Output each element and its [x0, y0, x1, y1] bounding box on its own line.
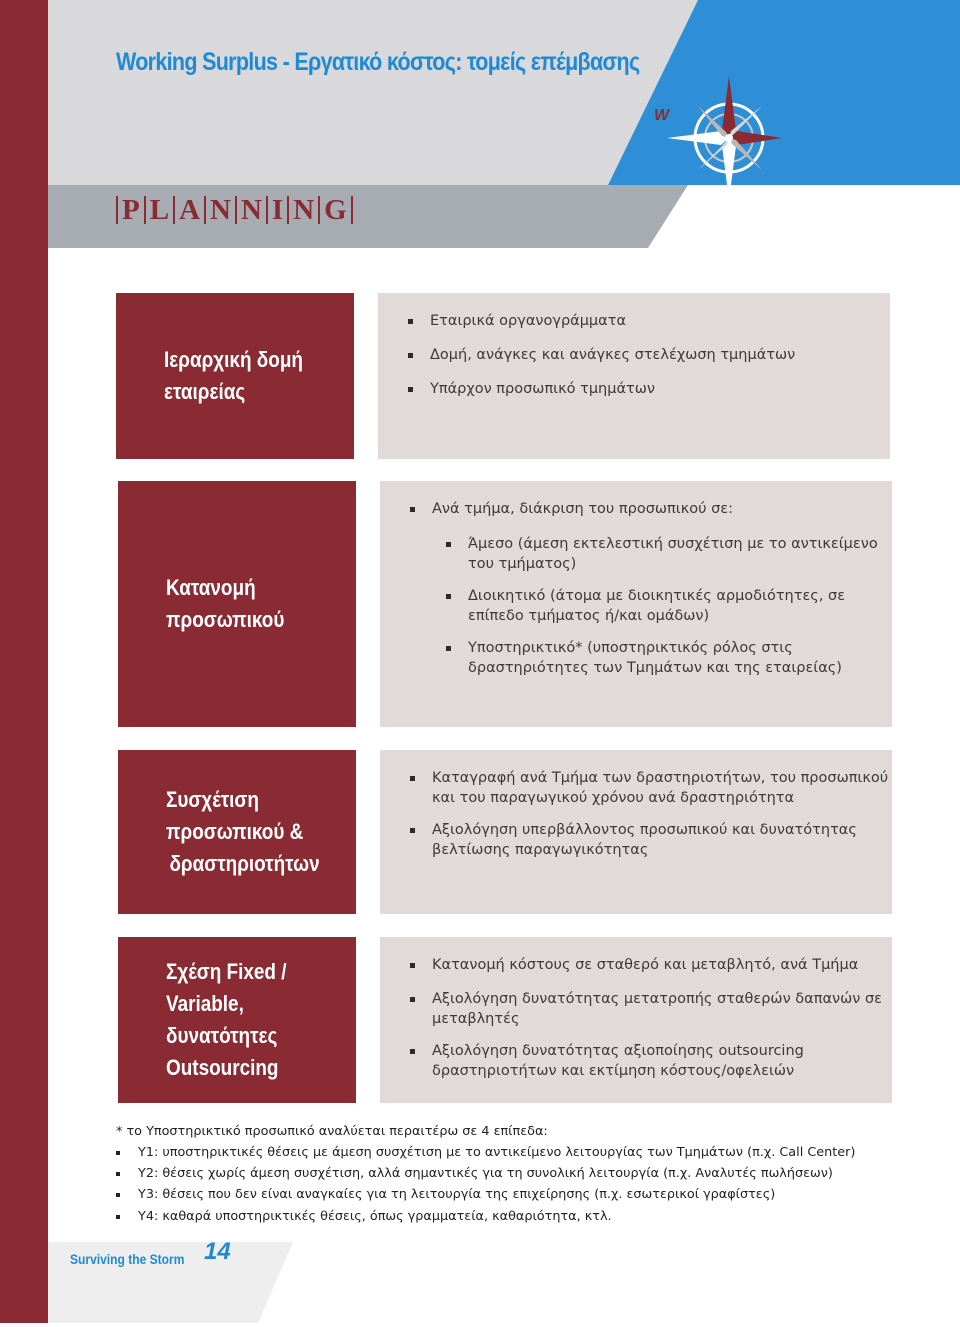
block-title-line: εταιρείας	[164, 379, 246, 404]
document-title: Working Surplus - Εργατικό κόστος: τομείς επέμβασης	[116, 48, 640, 76]
block-title-line: Ιεραρχική δομή	[164, 347, 303, 372]
bullet-item	[432, 956, 858, 976]
block-title-fixed-variable	[118, 937, 356, 1103]
bullet-item: Ανά τμήμα, διάκριση του προσωπικού σε:	[432, 500, 733, 520]
footnote-item: Υ1: υποστηρικτικές θέσεις με άμεση συσχέτιση με το αντικείμενο λειτουργίας των Τμημάτων (π.χ. Call Center)	[138, 1145, 856, 1160]
block-title-line: Variable,	[166, 991, 244, 1016]
sub-bullet-item	[468, 587, 845, 626]
sub-bullet-line: επίπεδο τμήματος ή/και ομάδων)	[468, 607, 710, 624]
planning-letter: N	[293, 194, 315, 226]
planning-letter: N	[210, 194, 231, 226]
block-title-hierarchy	[116, 293, 354, 459]
block-title-line: Σχέση Fixed /	[166, 959, 287, 984]
compass-rose-icon	[654, 70, 784, 210]
bullet-line: δραστηριοτήτων και εκτίμηση κόστους/οφελειών	[432, 1062, 795, 1079]
planning-letter: I	[271, 194, 284, 226]
bullet-item	[432, 1042, 804, 1081]
bullet-line: Καταγραφή ανά Τμήμα των δραστηριοτήτων, του προσωπικού	[432, 770, 889, 786]
bullet-line: και του παραγωγικού χρόνου ανά δραστηριότητα	[432, 789, 795, 806]
bullet-item	[432, 821, 857, 860]
block-title-line: προσωπικού	[166, 607, 285, 632]
sub-bullet-line: Άμεσο (άμεση εκτελεστική συσχέτιση με το αντικείμενο	[468, 536, 878, 552]
block-title-line: Συσχέτιση	[166, 787, 259, 812]
bullet-line: Κατανομή κόστους σε σταθερό και μεταβλητό, ανά Τμήμα	[432, 957, 859, 973]
bullet-line: βελτίωσης παραγωγικότητας	[432, 841, 649, 858]
sub-bullet-line: του τμήματος)	[468, 555, 577, 572]
block-title-line: Outsourcing	[166, 1055, 279, 1080]
planning-letter: A	[179, 194, 201, 226]
footer-series-title: Surviving the Storm	[70, 1251, 185, 1267]
footnote-intro: * το Υποστηρικτικό προσωπικό αναλύεται περαιτέρω σε 4 επίπεδα:	[116, 1124, 548, 1139]
bullet-item: Εταιρικά οργανογράμματα	[430, 312, 626, 332]
block-title-staff-activities	[118, 750, 356, 914]
bullet-item: Υπάρχον προσωπικό τμημάτων	[430, 380, 655, 400]
planning-letter: L	[149, 194, 170, 226]
bullet-item	[432, 769, 888, 808]
planning-letter: G	[324, 194, 347, 226]
sub-bullet-line: δραστηριότητες των Τμημάτων και της εταιρείας)	[468, 659, 842, 676]
left-side-bar	[0, 0, 48, 1323]
sub-bullet-line: Διοικητικό (άτομα με διοικητικές αρμοδιότητες, σε	[468, 588, 846, 604]
page-number: 14	[204, 1238, 231, 1265]
footnote-item: Υ3: θέσεις που δεν είναι αναγκαίες για τη λειτουργία της επιχείρησης (π.χ. εσωτερικοί γραφίστες)	[138, 1187, 776, 1202]
section-heading-planning	[116, 196, 357, 224]
block-title-line: δυνατότητες	[166, 1023, 278, 1048]
bullet-line: μεταβλητές	[432, 1010, 520, 1027]
block-title-line: Κατανομή	[166, 575, 256, 600]
block-title-staff-allocation	[118, 481, 356, 727]
bullet-line: Αξιολόγηση δυνατότητας μετατροπής σταθερών δαπανών σε	[432, 991, 882, 1007]
footnote-item: Υ2: θέσεις χωρίς άμεση συσχέτιση, αλλά σημαντικές για τη συνολική λειτουργία (π.χ. Αναλυτές πωλήσεων)	[138, 1166, 833, 1181]
bullet-item: Δομή, ανάγκες και ανάγκες στελέχωση τμημάτων	[430, 346, 795, 366]
bullet-item	[432, 990, 882, 1029]
block-title-line: προσωπικού &	[166, 819, 304, 844]
sub-bullet-item	[468, 535, 878, 574]
planning-letter: N	[240, 194, 262, 226]
bullet-line: Αξιολόγηση υπερβάλλοντος προσωπικού και δυνατότητας	[432, 822, 857, 838]
sub-bullet-line: Υποστηρικτικό* (υποστηρικτικός ρόλος στις	[468, 640, 793, 656]
sub-bullet-item	[468, 639, 842, 678]
planning-letter: P	[122, 194, 140, 226]
compass-letter: W	[654, 107, 670, 124]
bullet-line: Αξιολόγηση δυνατότητας αξιοποίησης outsourcing	[432, 1043, 804, 1059]
footnote-item: Υ4: καθαρά υποστηρικτικές θέσεις, όπως γραμματεία, καθαριότητα, κτλ.	[138, 1209, 612, 1224]
block-title-line: δραστηριοτήτων	[169, 851, 320, 876]
